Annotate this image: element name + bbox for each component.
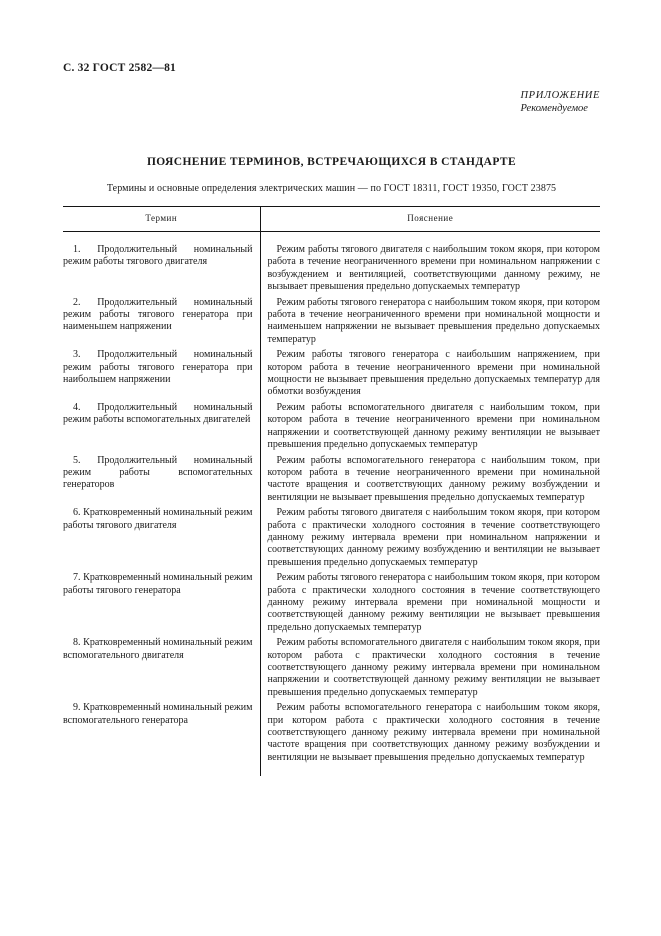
explanation-cell: Режим работы тягового двигателя с наибольшим током якоря, при котором работа с практически холодного состояния в течение соответствующего данному режиму интервала времени при номинальном напряжении и соответствующих данному режиму возбуждению и вентиляции не вызывает превышения предельно допускаемых температур <box>267 507 600 568</box>
table-row <box>63 346 600 399</box>
term-cell: 9. Кратковременный номинальный режим вспомогательного генератора <box>63 699 260 776</box>
explanation-cell: Режим работы тягового двигателя с наибольшим током якоря, при котором работа в течение неограниченного времени при номинальном напряжении с возбуждением и вентиляцией, соответствующими данному режиму, не вызывает превышения предельно допускаемых температур <box>267 244 600 293</box>
explanation-cell: Режим работы тягового генератора с наибольшим напряжением, при котором работа в течение неограниченного времени при номинальной мощности не вызывает превышения предельно допускаемых температур для обмотки возбуждения <box>267 349 600 398</box>
explanation-cell: Режим работы вспомогательного двигателя с наибольшим током якоря, при котором работа с практически холодного состояния в течение соответствующего данному режиму интервала времени при номинальном напряжении и соответствующей данному режиму вентиляции не вызывает превышения предельно допускаемых температур <box>267 637 600 698</box>
term-cell: 5. Продолжительный номинальный режим работы вспомогательных генераторов <box>63 452 260 505</box>
column-header-term: Термин <box>63 207 260 232</box>
table-header-row <box>63 207 600 232</box>
explanation-cell: Режим работы тягового генератора с наибольшим током якоря, при котором работа с практически холодного состояния в течение соответствующего данному режиму интервала времени при номинальной мощности и соответствующей данному режиму вентиляции не вызывает превышения предельно допускаемых температур <box>267 572 600 633</box>
table-row <box>63 569 600 634</box>
table-row <box>63 699 600 776</box>
term-cell: 7. Кратковременный номинальный режим работы тягового генератора <box>63 569 260 634</box>
explanation-cell: Режим работы вспомогательного двигателя с наибольшим током, при котором работа в течение неограниченного времени при номинальном напряжении и соответствующей данному режиму вентиляции не вызывает превышения предельно допускаемых температур <box>267 401 600 451</box>
term-cell: 3. Продолжительный номинальный режим работы тягового генератора при наибольшем напряжении <box>63 346 260 399</box>
table-row <box>63 399 600 452</box>
term-cell: 2. Продолжительный номинальный режим работы тягового генератора при наименьшем напряжении <box>63 294 260 347</box>
explanation-cell: Режим работы тягового генератора с наибольшим током якоря, при котором работа в течение неограниченного времени при номинальной мощности и наименьшем напряжении не вызывает превышения предельно допускаемых температур <box>267 296 600 345</box>
column-header-explanation: Пояснение <box>260 207 600 232</box>
page-title: ПОЯСНЕНИЕ ТЕРМИНОВ, ВСТРЕЧАЮЩИХСЯ В СТАНДАРТЕ <box>146 156 517 168</box>
term-cell: 1. Продолжительный номинальный режим работы тягового двигателя <box>63 232 260 294</box>
annex-type: Рекомендуемое <box>520 103 588 114</box>
terms-table <box>63 206 600 776</box>
table-row <box>63 452 600 505</box>
table-row <box>63 294 600 347</box>
annex-label: ПРИЛОЖЕНИЕ <box>520 90 600 101</box>
term-cell: 8. Кратковременный номинальный режим вспомогательного двигателя <box>63 634 260 699</box>
annex-block <box>63 89 600 115</box>
page-subtitle: Термины и основные определения электрических машин — по ГОСТ 18311, ГОСТ 19350, ГОСТ 23875 <box>106 183 557 194</box>
explanation-cell: Режим работы вспомогательного генератора с наибольшим током якоря, при котором работа с практически холодного состояния в течение соответствующего данному режиму интервала времени при номинальной частоте вращения при соответствующих данному режиму возбуждении и вентиляции не вызывает превышения предельно допускаемых температур <box>267 702 600 763</box>
annex-inner <box>521 89 601 115</box>
page-header: С. 32 ГОСТ 2582—81 <box>63 62 176 74</box>
explanation-cell: Режим работы вспомогательного генератора с наибольшим током, при котором работа в течение неограниченного времени при номинальной частоте вращения и соответствующих данному режиму возбуждении и вентиляции не вызывает превышения предельно допускаемых температур <box>267 454 600 503</box>
term-cell: 6. Кратковременный номинальный режим работы тягового двигателя <box>63 504 260 569</box>
table-row <box>63 232 600 294</box>
term-cell: 4. Продолжительный номинальный режим работы вспомогательных двигателей <box>63 399 260 452</box>
table-row <box>63 504 600 569</box>
table-row <box>63 634 600 699</box>
